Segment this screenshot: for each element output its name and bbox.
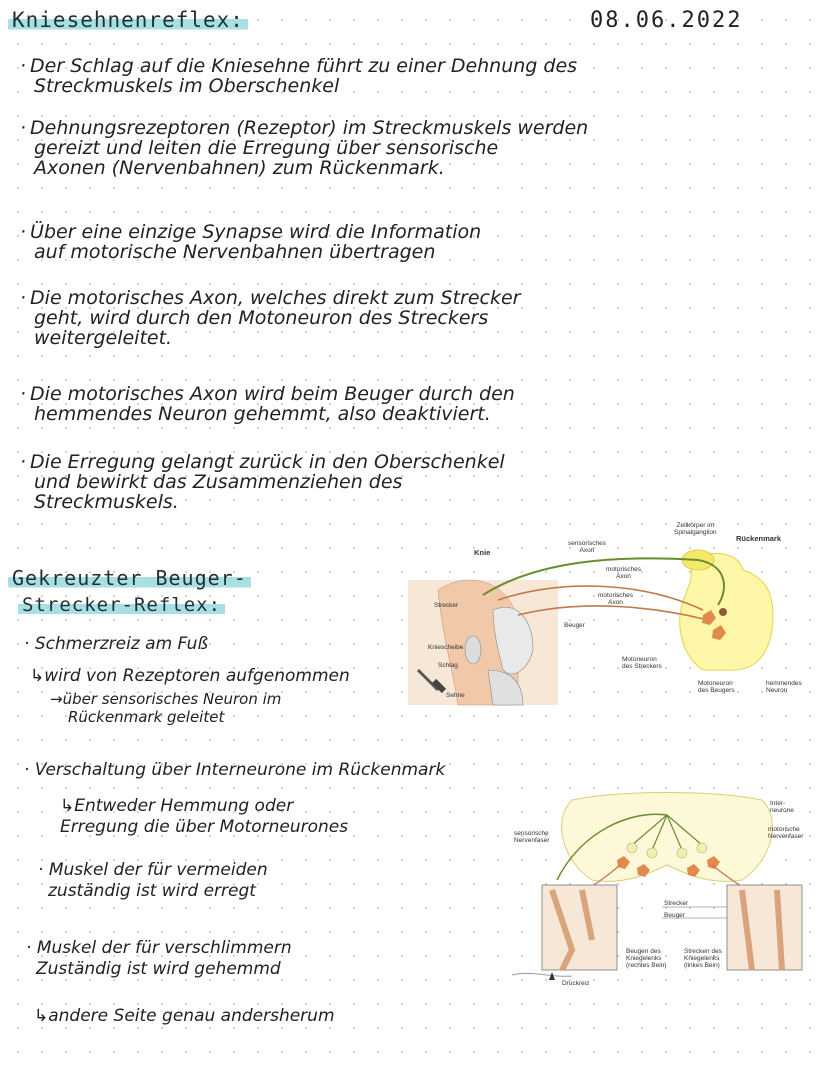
date: 08.06.2022: [590, 8, 743, 33]
label-text: Nervenfaser: [514, 837, 550, 844]
label-strecken: [684, 948, 722, 969]
label-text: Motoneuron: [698, 680, 733, 687]
label-text: Motoneuron: [622, 656, 657, 663]
label-hemmendes-neuron: [766, 680, 802, 694]
figure-knee-reflex: [398, 520, 818, 710]
label-interneurone: [770, 800, 794, 814]
bullet-text: Die motorisches Axon, welches direkt zum Strecker: [30, 287, 521, 309]
bullet-text: Streckmuskels.: [34, 491, 179, 513]
bullet-text: Dehnungsrezeptoren (Rezeptor) im Streckmuskels werden: [30, 117, 589, 139]
interneuron-4: [697, 843, 707, 853]
note-text: ↳Entweder Hemmung oder: [60, 796, 294, 816]
label-sens-axon: [568, 540, 606, 554]
label-text: Inter-: [770, 800, 786, 807]
label-sensorische-faser: [514, 830, 549, 844]
label-text: sensorisches: [568, 540, 606, 547]
bullet-text: Die motorisches Axon wird beim Beuger durch den: [30, 383, 515, 405]
bullet-text: Der Schlag auf die Kniesehne führt zu einer Dehnung des: [30, 55, 578, 77]
label-text: motorisches: [606, 566, 642, 573]
label-text: des Streckers: [622, 663, 662, 670]
bullet-1: · Der Schlag auf die Kniesehne führt zu einer Dehnung des Streckmuskels im Oberschenkel: [20, 55, 578, 97]
label-text: Strecken des: [684, 948, 722, 955]
note-text: Erregung die über Motorneurones: [60, 817, 349, 837]
label-rueckenmark: Rückenmark: [736, 534, 782, 543]
note-text: Schmerzreiz am Fuß: [34, 634, 209, 654]
label-text: motorisches: [598, 592, 634, 599]
note-text: Muskel der für vermeiden: [48, 860, 268, 880]
note-b: ↳wird von Rezeptoren aufgenommen: [30, 666, 350, 686]
label-text: Beugen des: [626, 948, 661, 955]
label-motoneuron-beuger: [698, 680, 735, 694]
label-text: Axon: [579, 547, 595, 554]
bullet-text: Die Erregung gelangt zurück in den Oberschenkel: [30, 451, 505, 473]
label-strecker-2: Strecker: [664, 900, 689, 907]
note-text: Verschaltung über Interneurone im Rückenmark: [34, 760, 446, 780]
label-text: Axon: [608, 599, 623, 606]
bullet-4: · Die motorisches Axon, welches direkt zum Strecker geht, wird durch den Motoneuron des Streckers weitergeleitet.: [20, 287, 521, 349]
label-strecker: Strecker: [434, 602, 459, 609]
knee-reflex-diagram: [398, 520, 818, 710]
label-text: Kniegelenks: [684, 955, 720, 962]
note-d: · Verschaltung über Interneurone im Rückenmark: [24, 760, 446, 780]
bullet-text: Streckmuskels im Oberschenkel: [34, 75, 340, 97]
bullet-5: · Die motorisches Axon wird beim Beuger durch den hemmendes Neuron gehemmt, also deaktiviert.: [20, 383, 515, 425]
label-beuger: Beuger: [564, 622, 585, 629]
note-text: Zuständig ist wird gehemmd: [36, 959, 281, 979]
label-mot-axon-1: [606, 566, 641, 580]
note-f: · Muskel der für vermeiden zuständig ist wird erregt: [38, 860, 268, 901]
label-text: Axon: [616, 573, 631, 580]
bullet-2: · Dehnungsrezeptoren (Rezeptor) im Streckmuskels werden gereizt und leiten die Erregung über sensorische Axonen (Nervenbahnen) zum Rückenmark.: [20, 117, 589, 179]
bullet-text: Über eine einzige Synapse wird die Information: [30, 221, 482, 243]
bullet-text: und bewirkt das Zusammenziehen des: [34, 471, 403, 493]
interneuron-2: [647, 848, 657, 858]
note-h: ↳andere Seite genau andersherum: [34, 1006, 335, 1026]
label-text: (linkes Bein): [684, 962, 720, 969]
label-text: hemmendes: [766, 680, 802, 687]
note-g: · Muskel der für verschlimmern Zuständig ist wird gehemmd: [26, 938, 292, 979]
label-text: Neuron: [766, 687, 788, 694]
foot-outline: [512, 973, 572, 976]
label-text: neurone: [770, 807, 794, 814]
interneuron-1: [627, 843, 637, 853]
kniescheibe-shape: [465, 636, 481, 664]
note-text: Muskel der für verschlimmern: [36, 938, 292, 958]
label-text: Zellkörper im: [676, 522, 715, 529]
label-text: Kniegelenks: [626, 955, 662, 962]
bullet-text: weitergeleitet.: [34, 327, 173, 349]
label-kniescheibe: Kniescheibe: [428, 644, 464, 651]
section2-title-line2: Strecker-Reflex:: [18, 594, 225, 616]
bullet-text: auf motorische Nervenbahnen übertragen: [34, 241, 436, 263]
left-leg-box: [727, 885, 802, 970]
bullet-text: gereizt und leiten die Erregung über sensorische: [34, 137, 499, 159]
figure-crossed-reflex: [512, 790, 822, 995]
page-title: Kniesehnenreflex:: [8, 8, 248, 32]
interneuron-3: [677, 848, 687, 858]
label-mot-axon-2: [598, 592, 633, 606]
label-beugen: [626, 948, 666, 969]
label-text: Spinalganglion: [674, 529, 717, 536]
note-text: zuständig ist wird erregt: [48, 881, 256, 901]
label-motoneuron-strecker: [622, 656, 662, 670]
bullet-text: geht, wird durch den Motoneuron des Streckers: [34, 307, 489, 329]
bullet-text: Axonen (Nervenbahnen) zum Rückenmark.: [34, 157, 445, 179]
section2-title-line1: Gekreuzter Beuger-: [8, 566, 251, 590]
crossed-reflex-diagram: [512, 790, 822, 995]
label-druckreiz: Druckreiz: [562, 980, 590, 987]
bullet-6: · Die Erregung gelangt zurück in den Oberschenkel und bewirkt das Zusammenziehen des Streckmuskels.: [20, 451, 505, 513]
note-text: Rückenmark geleitet: [68, 708, 225, 726]
bullet-text: hemmendes Neuron gehemmt, also deaktiviert.: [34, 403, 491, 425]
label-text: des Beugers: [698, 687, 735, 694]
label-schlag: Schlag: [438, 662, 458, 669]
label-sehne: Sehne: [446, 692, 465, 699]
label-zellkoerper: [674, 522, 717, 536]
label-text: sensorische: [514, 830, 549, 837]
label-beuger-2: Beuger: [664, 912, 685, 919]
note-text: →über sensorisches Neuron im: [50, 690, 282, 708]
note-e: [60, 796, 348, 838]
note-a: · Schmerzreiz am Fuß: [24, 634, 209, 654]
note-c: [50, 690, 281, 726]
label-text: (rechtes Bein): [626, 962, 667, 969]
label-knie: Knie: [474, 548, 491, 557]
label-text: motorische: [768, 826, 800, 833]
hemmendes-neuron-shape: [719, 608, 727, 616]
label-text: Nervenfaser: [768, 833, 804, 840]
label-motorische-faser: [768, 826, 803, 840]
bullet-3: · Über eine einzige Synapse wird die Information auf motorische Nervenbahnen übertragen: [20, 221, 482, 263]
